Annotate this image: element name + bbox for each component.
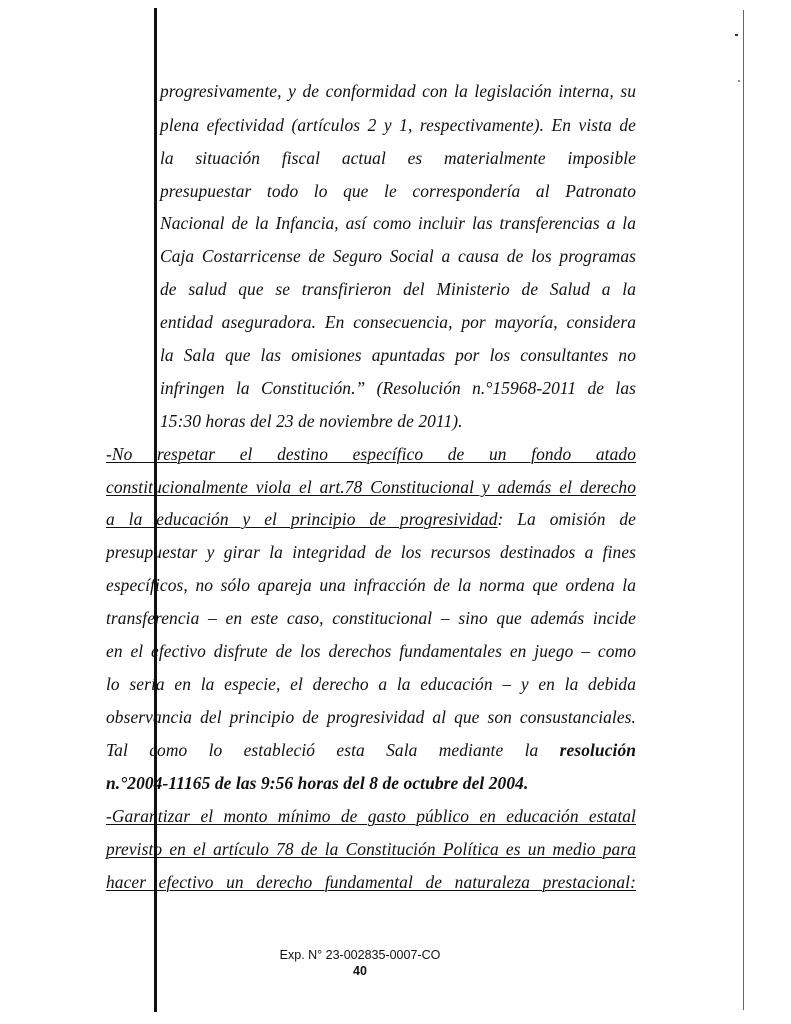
- quote-line: infringen la Constitución.” (Resolución n.°15968-2011 de las: [160, 378, 636, 398]
- section-heading-underlined-part: a la educación y el principio de progresividad: [106, 509, 498, 529]
- section-heading-line: hacer efectivo un derecho fundamental de naturaleza prestacional:: [106, 872, 636, 892]
- page-number: 40: [353, 964, 367, 978]
- section-heading-line: previsto en el artículo 78 de la Constitución Política es un medio para: [106, 839, 636, 859]
- scan-speck: [738, 80, 740, 82]
- quote-line: la situación fiscal actual es materialmente imposible: [160, 148, 636, 168]
- section-heading-line: -Garantizar el monto mínimo de gasto público en educación estatal: [106, 806, 636, 826]
- section-heading-line: constitucionalmente viola el art.78 Constitucional y además el derecho: [106, 477, 636, 497]
- body-line: [106, 740, 636, 760]
- quote-line: entidad aseguradora. En consecuencia, por mayoría, considera: [160, 312, 636, 332]
- quote-line: Nacional de la Infancia, así como incluir las transferencias a la: [160, 213, 636, 233]
- case-number: Exp. N° 23-002835-0007-CO: [279, 948, 441, 962]
- body-line: en el efectivo disfrute de los derechos fundamentales en juego – como: [106, 641, 636, 661]
- body-line: lo sería en la especie, el derecho a la educación – y en la debida: [106, 674, 636, 694]
- resolution-reference-bold: n.°2004-11165 de las 9:56 horas del 8 de octubre del 2004.: [106, 773, 529, 793]
- scan-right-border-line: [743, 10, 744, 1010]
- quote-line: la Sala que las omisiones apuntadas por los consultantes no: [160, 345, 636, 365]
- quote-line: Caja Costarricense de Seguro Social a causa de los programas: [160, 246, 636, 266]
- resolution-reference-bold: resolución: [559, 740, 637, 760]
- body-line: presupuestar y girar la integridad de los recursos destinados a fines: [106, 542, 636, 562]
- scan-speck: [735, 34, 738, 36]
- quote-line: 15:30 horas del 23 de noviembre de 2011).: [160, 411, 463, 431]
- quote-line: plena efectividad (artículos 2 y 1, respectivamente). En vista de: [160, 115, 636, 135]
- body-line: específicos, no sólo apareja una infracción de la norma que ordena la: [106, 575, 636, 595]
- body-line: observancia del principio de progresividad al que son consustanciales.: [106, 707, 636, 727]
- body-text-plain: Tal como lo estableció esta Sala mediante la: [106, 740, 539, 760]
- body-line: transferencia – en este caso, constitucional – sino que además incide: [106, 608, 636, 628]
- section-body-continuation: : La omisión de: [497, 509, 636, 529]
- section-heading-line: [106, 509, 636, 529]
- quote-line: de salud que se transfirieron del Ministerio de Salud a la: [160, 279, 636, 299]
- quote-line: progresivamente, y de conformidad con la legislación interna, su: [160, 81, 636, 101]
- quote-line: presupuestar todo lo que le correspondería al Patronato: [160, 181, 636, 201]
- section-heading-line: -No respetar el destino específico de un fondo atado: [106, 444, 636, 464]
